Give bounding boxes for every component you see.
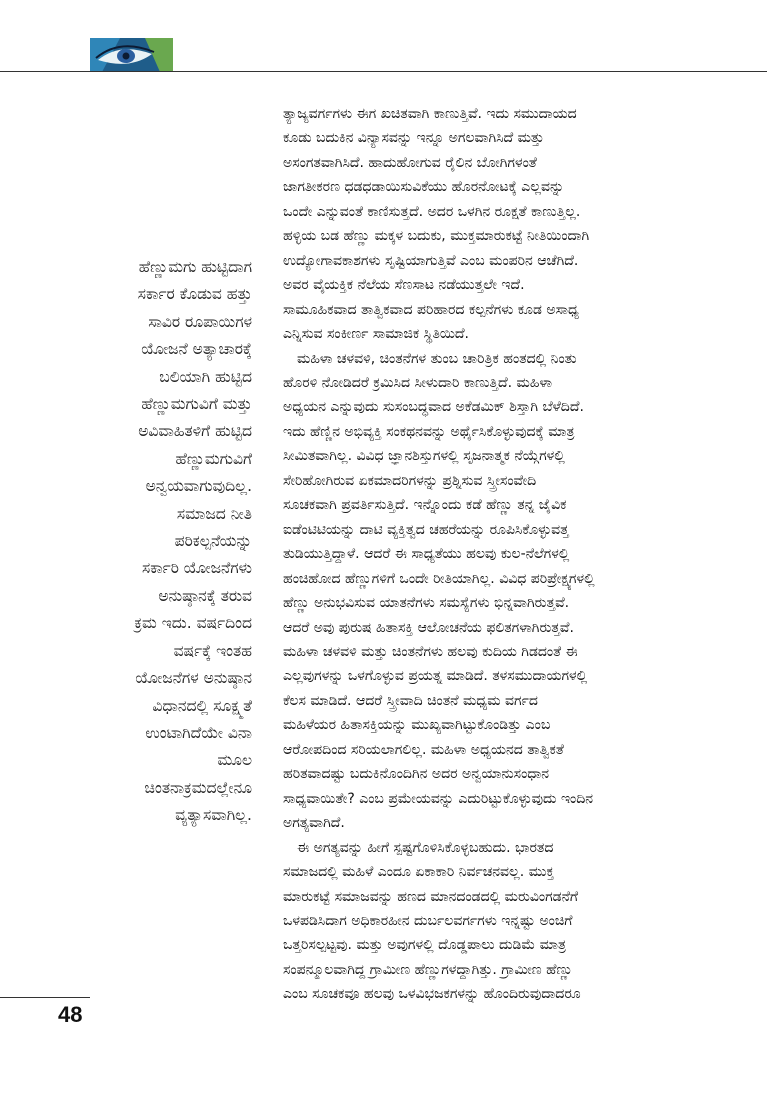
pull-quote-line: ಸರ್ಕಾರ ಕೊಡುವ ಹತ್ತು (137, 285, 252, 304)
header-rule (0, 71, 767, 72)
pull-quote-line: ಸಾವಿರ ರೂಪಾಯಿಗಳ (148, 312, 252, 331)
body-line: ಕೆಲಸ ಮಾಡಿದೆ. ಆದರೆ ಸ್ತ್ರೀವಾದಿ ಚಿಂತನೆ ಮಧ್ಯಮ ವರ್ಗದ (283, 692, 538, 709)
body-line: ಒತ್ತರಿಸಲ್ಪಟ್ಟವು. ಮತ್ತು ಅವುಗಳಲ್ಲಿ ದೊಡ್ಡಪಾಲು ದುಡಿಮೆ ಮಾತ್ರ (283, 937, 566, 954)
body-line: ಅಧ್ಯಯನ ಎನ್ನುವುದು ಸುಸಂಬದ್ಧವಾದ ಅಕೆಡಮಿಕ್ ಶಿಸ್ತಾಗಿ ಬೆಳೆದಿದೆ. (283, 399, 584, 416)
article-body (283, 102, 733, 1007)
body-line: ಉದ್ಯೋಗಾವಕಾಶಗಳು ಸೃಷ್ಟಿಯಾಗುತ್ತಿವೆ ಎಂಬ ಮಂಪರಿನ ಆಚೆಗಿದೆ. (283, 252, 579, 269)
body-line: ಸೀಮಿತವಾಗಿಲ್ಲ. ವಿವಿಧ ಜ್ಞಾನಶಿಸ್ತುಗಳಲ್ಲಿ ಸೃಜನಾತ್ಮಕ ನೆಯ್ಗೆಗಳಲ್ಲಿ (283, 448, 565, 465)
body-line: ಹೆಣ್ಣು ಅನುಭವಿಸುವ ಯಾತನೆಗಳು ಸಮಸ್ಯೆಗಳು ಭಿನ್ನವಾಗಿರುತ್ತವೆ. (283, 595, 570, 612)
body-line: ಅವರ ವೈಯಕ್ತಿಕ ನೆಲೆಯ ಸೆಣಸಾಟ ನಡೆಯುತ್ತಲೇ ಇದೆ. (283, 277, 525, 294)
pull-quote-line: ವಿಧಾನದಲ್ಲಿ ಸೂಕ್ಷ್ಮತೆ (152, 696, 252, 715)
body-line: ಹೊರಳಿ ನೋಡಿದರೆ ಕ್ರಮಿಸಿದ ಸೀಳುದಾರಿ ಕಾಣುತ್ತಿದೆ. ಮಹಿಳಾ (283, 374, 553, 391)
body-line: ಹರಿತವಾದಷ್ಟು ಬದುಕಿನೊಂದಿಗಿನ ಅದರ ಅನ್ವಯಾನುಸಂಧಾನ (283, 766, 550, 783)
pull-quote-line: ವ್ಯತ್ಯಾಸವಾಗಿಲ್ಲ. (175, 806, 252, 825)
body-line: ಮಾರುಕಟ್ಟೆ ಸಮಾಜವನ್ನು ಹಣದ ಮಾನದಂಡದಲ್ಲಿ ಮರುವಿಂಗಡನೆಗೆ (283, 888, 579, 905)
body-line: ಎಲ್ಲವುಗಳನ್ನು ಒಳಗೊಳ್ಳುವ ಪ್ರಯತ್ನ ಮಾಡಿದೆ. ತಳಸಮುದಾಯಗಳಲ್ಲಿ (283, 668, 588, 685)
pull-quote-line: ಹೆಣ್ಣುಮಗುವಿಗೆ (175, 449, 252, 468)
body-line: ಸೇರಿಹೋಗಿರುವ ಏಕಮಾದರಿಗಳನ್ನು ಪ್ರಶ್ನಿಸುವ ಸ್ತ್ರೀಸಂವೇದಿ (283, 472, 537, 489)
body-line: ಒಂದೇ ಎನ್ನುವಂತೆ ಕಾಣಿಸುತ್ತದೆ. ಅದರ ಒಳಗಿನ ರೂಕ್ಷತೆ ಕಾಣುತ್ತಿಲ್ಲ. (283, 203, 581, 220)
body-line: ಅಸಂಗತವಾಗಿಸಿದೆ. ಹಾದುಹೋಗುವ ರೈಲಿನ ಬೋಗಿಗಳಂತೆ (283, 154, 537, 171)
pull-quote-line: ಯೋಜನೆ ಅತ್ಯಾಚಾರಕ್ಕೆ (141, 340, 252, 359)
pull-quote-line: ಪರಿಕಲ್ಪನೆಯನ್ನು (174, 532, 252, 551)
body-line: ಅಗತ್ಯವಾಗಿದೆ. (283, 815, 345, 832)
body-line: ಸಮಾಜದಲ್ಲಿ ಮಹಿಳೆ ಎಂದೂ ಏಕಾಕಾರಿ ನಿರ್ವಚನವಲ್ಲ. ಮುಕ್ತ (283, 864, 554, 881)
body-line: ಎಂಬ ಸೂಚಕವೂ ಹಲವು ಒಳವಿಭಜಕಗಳನ್ನು ಹೊಂದಿರುವುದಾದರೂ (283, 986, 581, 1003)
pull-quote-line: ಹೆಣ್ಣುಮಗು ಹುಟ್ಟಿದಾಗ (138, 258, 252, 276)
pull-quote-line: ಸರ್ಕಾರಿ ಯೋಜನೆಗಳು (141, 559, 252, 578)
body-line: ಎನ್ನಿಸುವ ಸಂಕೀರ್ಣ ಸಾಮಾಜಿಕ ಸ್ಥಿತಿಯಿದೆ. (283, 326, 469, 343)
pull-quote-line: ಬಲಿಯಾಗಿ ಹುಟ್ಟಿದ (159, 367, 252, 386)
body-line: ಜಾಗತೀಕರಣ ಧಡಧಡಾಯಿಸುವಿಕೆಯು ಹೊರನೋಟಕ್ಕೆ ಎಲ್ಲವನ್ನು (283, 179, 565, 196)
body-line: ಮಹಿಳೆಯರ ಹಿತಾಸಕ್ತಿಯನ್ನು ಮುಖ್ಯವಾಗಿಟ್ಟುಕೊಂಡಿತ್ತು ಎಂಬ (283, 717, 551, 734)
body-line: ಈ ಅಗತ್ಯವನ್ನು ಹೀಗೆ ಸ್ಪಷ್ಟಗೊಳಿಸಿಕೊಳ್ಳಬಹುದು. ಭಾರತದ (297, 839, 554, 856)
body-line: ತ್ಯಾಜ್ಯವರ್ಗಗಳು ಈಗ ಖಚಿತವಾಗಿ ಕಾಣುತ್ತಿವೆ. ಇದು ಸಮುದಾಯದ (283, 106, 577, 122)
pull-quote-line: ಅನುಷ್ಠಾನಕ್ಕೆ ತರುವ (158, 586, 252, 605)
body-line: ಆರೋಪದಿಂದ ಸರಿಯಲಾಗಲಿಲ್ಲ. ಮಹಿಳಾ ಅಧ್ಯಯನದ ತಾತ್ವಿಕತೆ (283, 741, 564, 758)
body-line: ಸಂಪನ್ಮೂಲವಾಗಿದ್ದ ಗ್ರಾಮೀಣ ಹೆಣ್ಣುಗಳದ್ದಾಗಿತ್ತು. ಗ್ರಾಮೀಣ ಹೆಣ್ಣು (283, 961, 573, 978)
body-line: ಸಾಮೂಹಿಕವಾದ ತಾತ್ವಿಕವಾದ ಪರಿಹಾರದ ಕಲ್ಪನೆಗಳು ಕೂಡ ಅಸಾಧ್ಯ (283, 301, 579, 318)
body-line: ಆದರೆ ಅವು ಪುರುಷ ಹಿತಾಸಕ್ತಿ ಆಲೋಚನೆಯ ಫಲಿತಗಳಾಗಿರುತ್ತವೆ. (283, 619, 574, 636)
body-line: ಇದು ಹೆಣ್ಣಿನ ಅಭಿವ್ಯಕ್ತಿ ಸಂಕಥನವನ್ನು ಅರ್ಥೈಸಿಕೊಳ್ಳುವುದಕ್ಕೆ ಮಾತ್ರ (283, 423, 575, 440)
body-line: ಹಳ್ಳಿಯ ಬಡ ಹೆಣ್ಣು ಮಕ್ಕಳ ಬದುಕು, ಮುಕ್ತಮಾರುಕಟ್ಟೆ ನೀತಿಯಿಂದಾಗಿ (283, 228, 590, 245)
pull-quote-line: ವರ್ಷಕ್ಕೆ ಇಂತಹ (173, 641, 252, 660)
body-line: ಕೂಡು ಬದುಕಿನ ವಿನ್ಯಾಸವನ್ನು ಇನ್ನೂ ಅಗಲವಾಗಿಸಿದೆ ಮತ್ತು (283, 130, 544, 147)
pull-quote-line: ಸಮಾಜದ ನೀತಿ (176, 504, 252, 523)
body-line: ಮಹಿಳಾ ಚಳವಳಿ, ಚಿಂತನೆಗಳ ತುಂಬ ಚಾರಿತ್ರಿಕ ಹಂತದಲ್ಲಿ ನಿಂತು (297, 350, 577, 367)
pull-quote (40, 254, 252, 830)
body-line: ಐಡೆಂಟಿಟಿಯನ್ನು ದಾಟಿ ವ್ಯಕ್ತಿತ್ವದ ಚಹರೆಯನ್ನು ರೂಪಿಸಿಕೊಳ್ಳುವತ್ತ (283, 521, 569, 538)
footer-rule (0, 997, 90, 998)
pull-quote-line: ಹೆಣ್ಣುಮಗುವಿಗೆ ಮತ್ತು (141, 395, 252, 414)
pull-quote-line: ಅನ್ವಯವಾಗುವುದಿಲ್ಲ. (145, 477, 252, 496)
pull-quote-line: ಅವಿವಾಹಿತಳಿಗೆ ಹುಟ್ಟಿದ (138, 422, 252, 441)
body-line: ಒಳಪಡಿಸಿದಾಗ ಅಧಿಕಾರಹೀನ ದುರ್ಬಲವರ್ಗಗಳು ಇನ್ನಷ್ಟು ಅಂಚಿಗೆ (283, 912, 573, 929)
pull-quote-line: ಉಂಟಾಗಿದೆಯೇ ವಿನಾ (145, 723, 252, 742)
body-line: ಮಹಿಳಾ ಚಳವಳಿ ಮತ್ತು ಚಿಂತನೆಗಳು ಹಲವು ಕುದಿಯ ಗಿಡದಂತೆ ಈ (283, 643, 578, 660)
eye-artwork-icon (90, 38, 173, 72)
body-line: ಹಂಚಿಹೋದ ಹೆಣ್ಣುಗಳಿಗೆ ಒಂದೇ ರೀತಿಯಾಗಿಲ್ಲ. ವಿವಿಧ ಪರಿಪ್ರೇಕ್ಷ್ಯಗಳಲ್ಲಿ (283, 570, 595, 587)
page-number: 48 (58, 1002, 83, 1027)
pull-quote-line: ಚಿಂತನಾಕ್ರಮದಲ್ಲೇನೂ (144, 778, 252, 797)
pull-quote-line: ಯೋಜನೆಗಳ ಅನುಷ್ಠಾನ (135, 669, 252, 688)
pull-quote-line: ಕ್ರಮ ಇದು. ವರ್ಷದಿಂದ (134, 614, 252, 633)
body-line: ತುಡಿಯುತ್ತಿದ್ದಾಳೆ. ಆದರೆ ಈ ಸಾಧ್ಯತೆಯು ಹಲವು ಕುಲ-ನೆಲೆಗಳಲ್ಲಿ (283, 546, 570, 563)
pull-quote-line: ಮೂಲ (217, 751, 252, 770)
body-line: ಸಾಧ್ಯವಾಯಿತೇ? ಎಂಬ ಪ್ರಮೇಯವನ್ನು ಎದುರಿಟ್ಟುಕೊಳ್ಳುವುದು ಇಂದಿನ (283, 790, 594, 807)
body-line: ಸೂಚಕವಾಗಿ ಪ್ರವರ್ತಿಸುತ್ತಿದೆ. ಇನ್ನೊಂದು ಕಡೆ ಹೆಣ್ಣು ತನ್ನ ಜೈವಿಕ (283, 497, 567, 514)
